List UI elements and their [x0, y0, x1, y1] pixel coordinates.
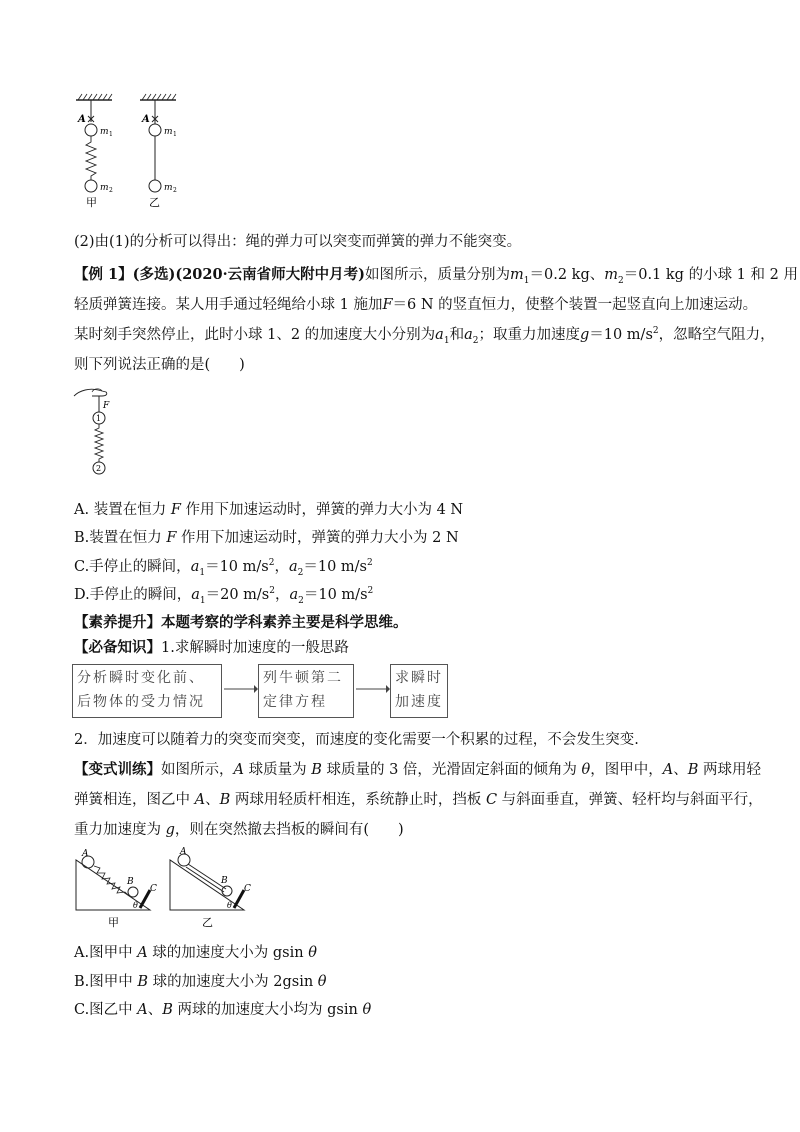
option-symbol: F [170, 502, 181, 518]
sym-a1: a [191, 587, 200, 603]
choice-theta: θ [362, 1002, 372, 1018]
flow-box-newton [258, 664, 354, 718]
label-m1-left: m [100, 127, 109, 137]
sub-a2: 2 [472, 335, 479, 346]
sym-a2: a [288, 559, 298, 575]
example-text: ＝6 N 的竖直恒力，使整个装置一起竖直向上加速运动。 [392, 297, 758, 313]
incline-right-theta: θ [227, 901, 232, 910]
incline-caption-jia: 甲 [108, 916, 119, 929]
sym-theta: θ [581, 762, 591, 778]
sym-m2: m [604, 267, 618, 283]
flow-box-result [390, 664, 448, 718]
incline-right-label-c: C [244, 884, 251, 894]
label-m2-left-sub: 2 [109, 187, 113, 194]
val-m2: ＝0.1 kg 的小球 1 和 2 用 [623, 267, 798, 283]
figure-hand-spring [70, 384, 130, 479]
sym-a2: a [464, 327, 473, 343]
ball-1-label: 1 [96, 414, 102, 423]
example-text: ，忽略空气阻力， [658, 327, 775, 343]
knowledge-text: 1.求解瞬时加速度的一般思路 [161, 640, 349, 656]
option-text: B.装置在恒力 [74, 530, 167, 546]
option-b [74, 528, 459, 548]
figure-spring-rope [70, 92, 200, 212]
knowledge-line [74, 638, 349, 658]
sub: 2 [297, 567, 304, 578]
choice-text: B.图甲中 [74, 974, 138, 990]
value: ＝20 m/s [205, 587, 270, 603]
sym-f: F [382, 297, 393, 313]
choice-b [74, 972, 327, 992]
label-m2-right: m [164, 183, 173, 193]
value: ＝10 m/s [303, 559, 367, 575]
knowledge-tag: 【必备知识】 [74, 639, 161, 656]
choice-symbol: A [137, 1002, 148, 1018]
flow-text: 求瞬时 [395, 670, 443, 686]
variant-text: ，图甲中， [590, 762, 663, 778]
option-text: C.手停止的瞬间， [74, 559, 191, 575]
ball-2-label: 2 [96, 464, 102, 473]
incline-left-label-c: C [150, 884, 157, 894]
choice-symbol: A [137, 945, 148, 961]
option-text: 作用下加速运动时，弹簧的弹力大小为 4 N [180, 502, 464, 518]
example-tag: 【例 1】 [74, 266, 133, 283]
choice-a [74, 943, 317, 963]
caption-jia: 甲 [86, 196, 97, 209]
variant-tag: 【变式训练】 [74, 761, 161, 778]
sub: 1 [199, 567, 206, 578]
sub: 1 [199, 595, 206, 606]
sym-a: A [662, 762, 674, 778]
flow-text: 定律方程 [263, 694, 327, 710]
example-text: ；取重力加速度 [478, 327, 580, 343]
variant-line-1 [74, 760, 761, 780]
choice-text: A.图甲中 [74, 945, 138, 961]
option-symbol: F [166, 530, 177, 546]
variant-line-2 [74, 790, 763, 810]
sup-sq: 2 [652, 326, 659, 337]
sub: 2 [298, 595, 304, 606]
incline-left-label-a: A [82, 849, 89, 859]
choice-c [74, 1000, 371, 1020]
sub-m1: 1 [523, 275, 530, 286]
choice-text: 球的加速度大小为 gsin [147, 945, 309, 961]
example-text: 轻质弹簧连接。某人用手通过轻绳给小球 1 施加 [74, 297, 383, 313]
sep: ， [274, 559, 289, 575]
sym-b: B [687, 762, 699, 778]
variant-text: 重力加速度为 [74, 822, 166, 838]
sym-g: g [579, 327, 590, 343]
sym-a2: a [289, 587, 299, 603]
option-text: 作用下加速运动时，弹簧的弹力大小为 2 N [176, 530, 459, 546]
incline-right-label-a: A [180, 847, 187, 857]
variant-text: 两球用轻质杆相连，系统静止时，挡板 [230, 792, 486, 808]
choice-symbol: B [162, 1002, 173, 1018]
option-d [74, 585, 373, 605]
example-line-3 [74, 325, 775, 345]
example-text: ＝10 m/s [589, 327, 653, 343]
caption-yi: 乙 [149, 196, 160, 209]
label-m2-left: m [100, 183, 109, 193]
choice-theta: θ [317, 974, 327, 990]
example-text: 如图所示，质量分别为 [365, 267, 510, 283]
sup: 2 [268, 558, 275, 569]
variant-text: 弹簧相连，图乙中 [74, 792, 195, 808]
variant-text: 、 [673, 762, 688, 778]
conclusion-line: (2)由(1)的分析可以得出：绳的弹力可以突变而弹簧的弹力不能突变。 [74, 234, 522, 250]
sep: ， [274, 587, 290, 603]
incline-left-theta: θ [133, 901, 138, 910]
sym-g: g [165, 822, 175, 838]
option-text: D.手停止的瞬间， [74, 587, 192, 603]
literacy-line: 【素养提升】本题考察的学科素养主要是科学思维。 [74, 614, 408, 631]
choice-theta: θ [308, 945, 317, 961]
flow-text: 分析瞬时变化前、 [77, 670, 205, 686]
sym-m1: m [510, 267, 524, 283]
figure-inclines [70, 846, 270, 936]
choice-text: 两球的加速度大小均为 gsin [172, 1002, 363, 1018]
sup: 2 [367, 586, 374, 597]
label-a-left: A [78, 114, 86, 125]
label-m1-left-sub: 1 [109, 131, 113, 138]
sup: 2 [269, 586, 275, 597]
sub-m2: 2 [617, 275, 624, 286]
flow-text: 加速度 [395, 694, 443, 710]
label-f: F [103, 401, 110, 411]
sub-a1: 1 [443, 335, 450, 346]
value: ＝10 m/s [205, 559, 269, 575]
example-line-2 [74, 295, 757, 315]
incline-left-label-b: B [127, 877, 134, 887]
variant-text: 球质量为 [243, 762, 312, 778]
example-line-1 [74, 265, 798, 285]
sym-c: C [485, 792, 498, 808]
example-line-4: 则下列说法正确的是( ) [74, 357, 245, 373]
variant-text: 球质量的 3 倍，光滑固定斜面的倾角为 [321, 762, 582, 778]
option-c [74, 557, 373, 577]
variant-text: 如图所示， [161, 762, 234, 778]
sym-a1: a [190, 559, 200, 575]
option-text: A. 装置在恒力 [74, 502, 171, 518]
label-m1-right: m [164, 127, 173, 137]
value: ＝10 m/s [303, 587, 368, 603]
flow-box-analyze [72, 664, 222, 718]
label-m2-right-sub: 2 [173, 187, 177, 194]
variant-line-3 [74, 820, 404, 840]
flow-arrow-2 [356, 683, 390, 695]
variant-text: 、 [205, 792, 220, 808]
variant-text: ，则在突然撤去挡板的瞬间有( ) [174, 822, 404, 838]
sym-b: B [219, 792, 231, 808]
incline-caption-yi: 乙 [202, 916, 213, 929]
incline-right-label-b: B [221, 876, 228, 886]
val-m1: ＝0.2 kg、 [529, 267, 605, 283]
choice-symbol: B [137, 974, 149, 990]
choice-text: C.图乙中 [74, 1002, 138, 1018]
flow-arrow-1 [224, 683, 258, 695]
example-text: 和 [449, 327, 465, 343]
choice-text: 、 [147, 1002, 163, 1018]
sym-a: A [194, 792, 206, 808]
sup: 2 [366, 558, 373, 569]
choice-text: 球的加速度大小为 2gsin [148, 974, 318, 990]
variant-text: 与斜面垂直，弹簧、轻杆均与斜面平行， [497, 792, 763, 808]
flow-text: 列牛顿第二 [263, 670, 343, 686]
variant-text: 两球用轻 [698, 762, 762, 778]
point-2-line: 2．加速度可以随着力的突变而突变，而速度的变化需要一个积累的过程，不会发生突变. [74, 732, 639, 748]
sym-a1: a [435, 327, 444, 343]
label-a-right: A [142, 114, 150, 125]
example-meta: (多选)(2020·云南省师大附中月考) [132, 266, 365, 283]
sym-a: A [233, 762, 244, 778]
flow-text: 后物体的受力情况 [77, 694, 205, 710]
label-m1-right-sub: 1 [173, 131, 177, 138]
sym-b: B [311, 762, 322, 778]
option-a [74, 500, 463, 520]
example-text: 某时刻手突然停止，此时小球 1、2 的加速度大小分别为 [74, 327, 436, 343]
